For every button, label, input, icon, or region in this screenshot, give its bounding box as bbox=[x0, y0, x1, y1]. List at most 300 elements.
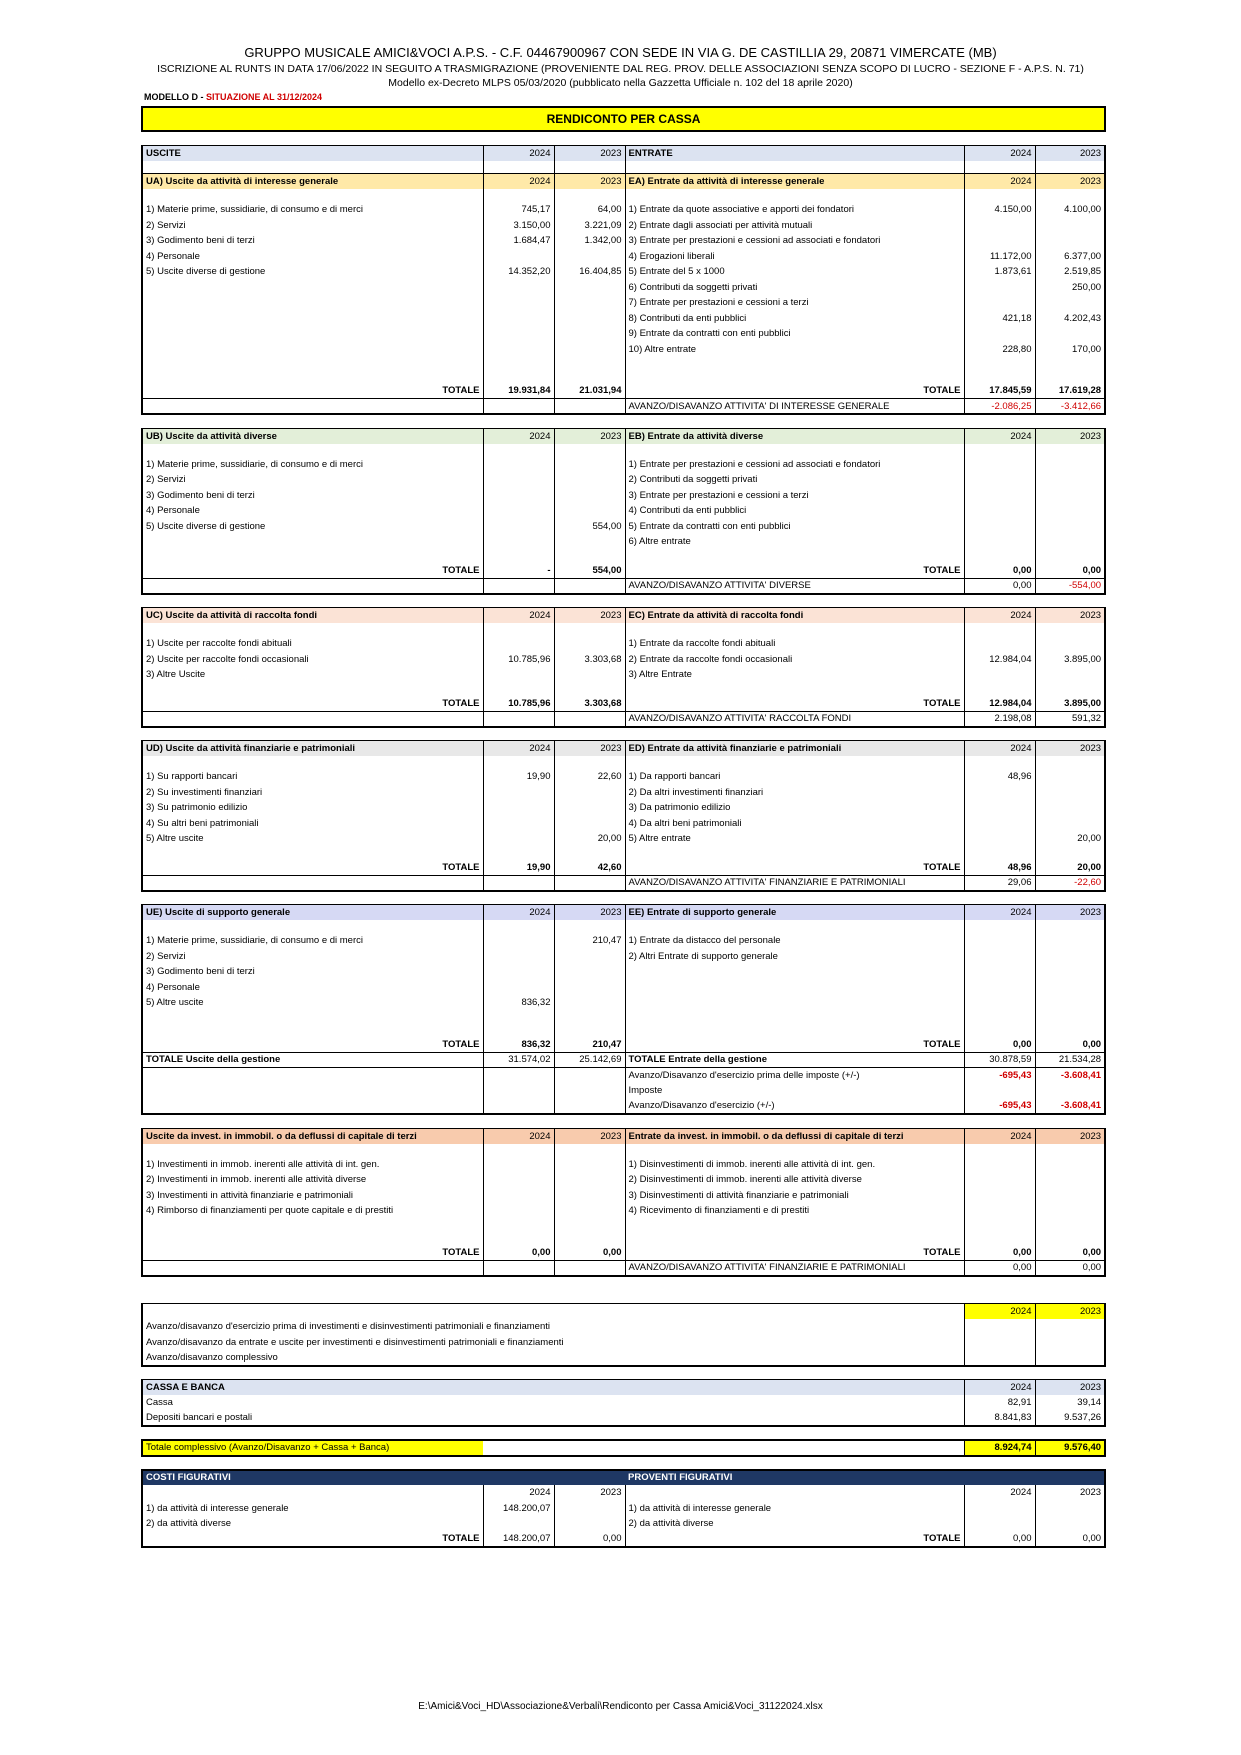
cell bbox=[554, 1083, 625, 1099]
spacer bbox=[483, 1290, 554, 1304]
cell bbox=[1035, 161, 1105, 174]
avanzo-label: AVANZO/DISAVANZO ATTIVITA' RACCOLTA FONDI bbox=[625, 711, 964, 727]
cell bbox=[964, 370, 1035, 383]
year-2024: 2024 bbox=[964, 174, 1035, 190]
entrata-label: 3) Disinvestimenti di attività finanziarie e patrimoniali bbox=[625, 1188, 964, 1204]
cell bbox=[142, 1099, 483, 1115]
summary-label: Avanzo/disavanzo da entrate e uscite per investimenti e disinvestimenti patrimoniali e finanziamenti bbox=[142, 1335, 964, 1351]
totale-uscite-label: TOTALE bbox=[142, 1037, 483, 1053]
uscita-label: 5) Uscite diverse di gestione bbox=[142, 264, 483, 280]
cell bbox=[625, 161, 964, 174]
cell bbox=[1035, 920, 1105, 933]
summary-row bbox=[142, 1350, 1105, 1366]
year-2024: 2024 bbox=[964, 428, 1035, 444]
uscita-2023: 1.342,00 bbox=[554, 233, 625, 249]
totale-uscite-2023: 210,47 bbox=[554, 1037, 625, 1053]
cell bbox=[483, 920, 554, 933]
spacer-row bbox=[142, 891, 1105, 905]
entrata-2024: 11.172,00 bbox=[964, 249, 1035, 265]
cell bbox=[1035, 623, 1105, 636]
uscita-2023 bbox=[554, 311, 625, 327]
cell bbox=[964, 1024, 1035, 1037]
cell bbox=[554, 1068, 625, 1084]
imposte-row bbox=[142, 1083, 1105, 1099]
totale-entrate-2023: 17.619,28 bbox=[1035, 383, 1105, 399]
year-2023: 2023 bbox=[1035, 1380, 1105, 1396]
uscita-2024 bbox=[483, 933, 554, 949]
entrata-label: 3) Entrate per prestazioni e cessioni a terzi bbox=[625, 488, 964, 504]
figurativi-totals-row bbox=[142, 1532, 1105, 1548]
summary-row bbox=[142, 1335, 1105, 1351]
cell bbox=[1035, 444, 1105, 457]
cell bbox=[554, 1099, 625, 1115]
line-item-row bbox=[142, 264, 1105, 280]
uscita-2024 bbox=[483, 472, 554, 488]
empty-row bbox=[142, 1144, 1105, 1157]
empty-row bbox=[142, 1219, 1105, 1232]
cell bbox=[483, 1024, 554, 1037]
spacer bbox=[1035, 1456, 1105, 1470]
avanzo-2023: -22,60 bbox=[1035, 875, 1105, 891]
cassa-2023: 39,14 bbox=[1035, 1395, 1105, 1411]
entrata-label: 7) Entrate per prestazioni e cessioni a terzi bbox=[625, 295, 964, 311]
cell bbox=[142, 920, 483, 933]
spacer bbox=[142, 1114, 483, 1128]
provento-2023 bbox=[1035, 1516, 1105, 1532]
year-2024: 2024 bbox=[483, 428, 554, 444]
entrata-2024 bbox=[964, 280, 1035, 296]
entrata-label: 5) Entrate del 5 x 1000 bbox=[625, 264, 964, 280]
entrata-2023: 20,00 bbox=[1035, 831, 1105, 847]
totale-uscite-label: TOTALE bbox=[142, 563, 483, 579]
year-2023: 2023 bbox=[554, 1128, 625, 1144]
cell bbox=[625, 623, 964, 636]
totale-uscite-gestione: TOTALE Uscite della gestione bbox=[142, 1052, 483, 1068]
cell bbox=[1035, 847, 1105, 860]
spacer bbox=[1035, 131, 1105, 145]
cell bbox=[625, 1485, 964, 1501]
uscita-2023 bbox=[554, 472, 625, 488]
line-item-row bbox=[142, 816, 1105, 832]
cell bbox=[554, 875, 625, 891]
totale-entrate-2023: 0,00 bbox=[1035, 1037, 1105, 1053]
entrata-label: 1) Da rapporti bancari bbox=[625, 769, 964, 785]
entrata-2024: 12.984,04 bbox=[964, 652, 1035, 668]
cell bbox=[625, 550, 964, 563]
provento-2023 bbox=[1035, 1501, 1105, 1517]
empty-row bbox=[142, 370, 1105, 383]
uscite-heading: USCITE bbox=[142, 145, 483, 161]
provento-figurativo-label: 1) da attività di interesse generale bbox=[625, 1501, 964, 1517]
entrata-label: 8) Contributi da enti pubblici bbox=[625, 311, 964, 327]
cell bbox=[483, 357, 554, 370]
cell bbox=[142, 550, 483, 563]
cell bbox=[483, 1068, 554, 1084]
cell bbox=[142, 161, 483, 174]
entrata-2024 bbox=[964, 218, 1035, 234]
line-item-row bbox=[142, 636, 1105, 652]
summary-row bbox=[142, 1319, 1105, 1335]
cell bbox=[142, 399, 483, 415]
report-title: RENDICONTO PER CASSA bbox=[142, 107, 1105, 131]
line-item-row bbox=[142, 342, 1105, 358]
section-title-uscite: UB) Uscite da attività diverse bbox=[142, 428, 483, 444]
cell bbox=[1035, 357, 1105, 370]
org-name: GRUPPO MUSICALE AMICI&VOCI A.P.S. - C.F. 04467900967 CON SEDE IN VIA G. DE CASTILLIA 29, 20871 VIMERCATE (MB) bbox=[244, 45, 997, 60]
uscita-label: 5) Altre uscite bbox=[142, 995, 483, 1011]
cell bbox=[142, 1011, 483, 1024]
entrata-2024: 228,80 bbox=[964, 342, 1035, 358]
entrate-gestione-2024: 30.878,59 bbox=[964, 1052, 1035, 1068]
uscita-label: 4) Personale bbox=[142, 503, 483, 519]
spacer-row bbox=[142, 727, 1105, 741]
entrata-label: 1) Entrate da raccolte fondi abituali bbox=[625, 636, 964, 652]
uscita-2023: 22,60 bbox=[554, 769, 625, 785]
empty-row bbox=[142, 1232, 1105, 1245]
year-2023: 2023 bbox=[1035, 608, 1105, 624]
uscita-2023 bbox=[554, 295, 625, 311]
spacer bbox=[625, 594, 964, 608]
uscita-label: 1) Materie prime, sussidiarie, di consumo e di merci bbox=[142, 202, 483, 218]
uscita-2024: 14.352,20 bbox=[483, 264, 554, 280]
uscita-2024 bbox=[483, 280, 554, 296]
empty-row bbox=[142, 161, 1105, 174]
costi-figurativi-title: COSTI FIGURATIVI bbox=[142, 1470, 625, 1486]
year-2024: 2024 bbox=[964, 741, 1035, 757]
uscita-label bbox=[142, 295, 483, 311]
uscita-2024 bbox=[483, 1188, 554, 1204]
year-2024: 2024 bbox=[483, 741, 554, 757]
entrata-label: 6) Contributi da soggetti privati bbox=[625, 280, 964, 296]
spacer bbox=[142, 594, 483, 608]
cell bbox=[142, 1024, 483, 1037]
spacer bbox=[1035, 1366, 1105, 1380]
cell bbox=[554, 444, 625, 457]
spacer bbox=[1035, 1290, 1105, 1304]
cell bbox=[554, 1219, 625, 1232]
cell bbox=[483, 578, 554, 594]
avanzo-row bbox=[142, 399, 1105, 415]
cell bbox=[142, 756, 483, 769]
entrata-label: 4) Ricevimento di finanziamenti e di prestiti bbox=[625, 1203, 964, 1219]
year-2023: 2023 bbox=[554, 428, 625, 444]
totale-entrate-label: TOTALE bbox=[625, 563, 964, 579]
totals-row bbox=[142, 1245, 1105, 1261]
entrata-2024: 4.150,00 bbox=[964, 202, 1035, 218]
spacer bbox=[142, 1290, 483, 1304]
year-2024: 2024 bbox=[483, 1128, 554, 1144]
costo-figurativo-label: 2) da attività diverse bbox=[142, 1516, 483, 1532]
avanzo-row bbox=[142, 578, 1105, 594]
blank bbox=[483, 1304, 554, 1320]
spacer bbox=[554, 1426, 625, 1440]
line-item-row bbox=[142, 280, 1105, 296]
spacer bbox=[142, 891, 483, 905]
entrata-2024: 1.873,61 bbox=[964, 264, 1035, 280]
uscita-2024 bbox=[483, 342, 554, 358]
spacer bbox=[142, 1276, 483, 1290]
empty-row bbox=[142, 847, 1105, 860]
uscita-label bbox=[142, 280, 483, 296]
entrata-label: 4) Contributi da enti pubblici bbox=[625, 503, 964, 519]
file-path-footer: E:\Amici&Voci_HD\Associazione&Verbali\Rendiconto per Cassa Amici&Voci_31122024.xlsx bbox=[418, 1701, 823, 1712]
totale-uscite-2024: 19,90 bbox=[483, 860, 554, 876]
summary-2024 bbox=[964, 1350, 1035, 1366]
spacer bbox=[142, 414, 483, 428]
entrata-2024 bbox=[964, 1203, 1035, 1219]
uscita-label: 1) Uscite per raccolte fondi abituali bbox=[142, 636, 483, 652]
line-item-row bbox=[142, 233, 1105, 249]
cell bbox=[142, 875, 483, 891]
cell bbox=[625, 920, 964, 933]
avanzo-2024: 0,00 bbox=[964, 578, 1035, 594]
provento-2024 bbox=[964, 1516, 1035, 1532]
cell bbox=[483, 711, 554, 727]
empty-row bbox=[142, 550, 1105, 563]
cell bbox=[483, 847, 554, 860]
entrata-2024 bbox=[964, 636, 1035, 652]
uscita-2023 bbox=[554, 800, 625, 816]
entrata-2024 bbox=[964, 503, 1035, 519]
totale-uscite-label: TOTALE bbox=[142, 383, 483, 399]
spacer bbox=[964, 727, 1035, 741]
line-item-row bbox=[142, 249, 1105, 265]
avanzo-row bbox=[142, 875, 1105, 891]
year-2023: 2023 bbox=[554, 145, 625, 161]
uscita-2023: 210,47 bbox=[554, 933, 625, 949]
cell bbox=[625, 357, 964, 370]
entrata-label bbox=[625, 964, 964, 980]
cell bbox=[625, 189, 964, 202]
spacer bbox=[554, 1290, 625, 1304]
uscita-2023: 20,00 bbox=[554, 831, 625, 847]
costo-2023 bbox=[554, 1516, 625, 1532]
cell bbox=[142, 623, 483, 636]
cell bbox=[625, 1144, 964, 1157]
cell bbox=[625, 1232, 964, 1245]
spacer bbox=[142, 1426, 483, 1440]
line-item-row bbox=[142, 1157, 1105, 1173]
cell bbox=[483, 399, 554, 415]
summary-2024 bbox=[964, 1335, 1035, 1351]
totals-row bbox=[142, 860, 1105, 876]
totale-entrate-label: TOTALE bbox=[625, 860, 964, 876]
uscita-label: 4) Personale bbox=[142, 249, 483, 265]
totale-complessivo-label: Totale complessivo (Avanzo/Disavanzo + Cassa + Banca) bbox=[142, 1440, 483, 1456]
totale-uscite-2023: 21.031,94 bbox=[554, 383, 625, 399]
cell bbox=[554, 756, 625, 769]
uscita-2024: 1.684,47 bbox=[483, 233, 554, 249]
uscite-entrate-header bbox=[142, 145, 1105, 161]
entrata-label: 2) Entrate da raccolte fondi occasionali bbox=[625, 652, 964, 668]
year-2023: 2023 bbox=[1035, 145, 1105, 161]
year-2024: 2024 bbox=[483, 1485, 554, 1501]
figurativi-header bbox=[142, 1470, 1105, 1486]
cell bbox=[964, 444, 1035, 457]
uscita-2023 bbox=[554, 488, 625, 504]
entrata-label: 1) Entrate da quote associative e apporti dei fondatori bbox=[625, 202, 964, 218]
cell bbox=[554, 847, 625, 860]
section-header bbox=[142, 608, 1105, 624]
entrata-2023: 2.519,85 bbox=[1035, 264, 1105, 280]
totale-entrate-2024: 0,00 bbox=[964, 563, 1035, 579]
uscita-2023 bbox=[554, 964, 625, 980]
document-header bbox=[0, 44, 1241, 90]
spacer bbox=[964, 414, 1035, 428]
cell bbox=[625, 683, 964, 696]
entrata-label: 3) Da patrimonio edilizio bbox=[625, 800, 964, 816]
totale-entrate-label: TOTALE bbox=[625, 696, 964, 712]
line-item-row bbox=[142, 933, 1105, 949]
cell bbox=[554, 920, 625, 933]
section-header bbox=[142, 905, 1105, 921]
uscita-label: 3) Godimento beni di terzi bbox=[142, 233, 483, 249]
spacer-row bbox=[142, 1276, 1105, 1290]
spacer bbox=[964, 891, 1035, 905]
totale-uscite-2024: 10.785,96 bbox=[483, 696, 554, 712]
uscita-label: 2) Su investimenti finanziari bbox=[142, 785, 483, 801]
entrata-2023 bbox=[1035, 233, 1105, 249]
entrata-2023 bbox=[1035, 472, 1105, 488]
entrata-2023 bbox=[1035, 816, 1105, 832]
spacer bbox=[554, 1456, 625, 1470]
report-title-row bbox=[142, 107, 1105, 131]
spacer bbox=[625, 727, 964, 741]
spacer bbox=[964, 131, 1035, 145]
totale-costi-2024: 148.200,07 bbox=[483, 1532, 554, 1548]
year-2024: 2024 bbox=[964, 1304, 1035, 1320]
uscita-2024 bbox=[483, 311, 554, 327]
year-2023: 2023 bbox=[554, 1485, 625, 1501]
year-2024: 2024 bbox=[964, 905, 1035, 921]
entrata-2023 bbox=[1035, 769, 1105, 785]
cell bbox=[1035, 1083, 1105, 1099]
avanzo-prima-imposte-2023: -3.608,41 bbox=[1035, 1068, 1105, 1084]
totale-uscite-label: TOTALE bbox=[142, 696, 483, 712]
cell bbox=[964, 623, 1035, 636]
line-item-row bbox=[142, 503, 1105, 519]
uscita-2024 bbox=[483, 519, 554, 535]
entrata-2024 bbox=[964, 233, 1035, 249]
spacer-row bbox=[142, 1114, 1105, 1128]
totale-proventi-2023: 0,00 bbox=[1035, 1532, 1105, 1548]
year-2024: 2024 bbox=[964, 1380, 1035, 1396]
year-2023: 2023 bbox=[554, 905, 625, 921]
spacer bbox=[1035, 727, 1105, 741]
entrata-2024: 48,96 bbox=[964, 769, 1035, 785]
uscita-label bbox=[142, 342, 483, 358]
entrata-2023 bbox=[1035, 326, 1105, 342]
spacer bbox=[625, 414, 964, 428]
line-item-row bbox=[142, 218, 1105, 234]
cell bbox=[964, 847, 1035, 860]
costo-2024: 148.200,07 bbox=[483, 1501, 554, 1517]
uscita-label bbox=[142, 534, 483, 550]
cell bbox=[554, 370, 625, 383]
entrata-2023: 3.895,00 bbox=[1035, 652, 1105, 668]
cell bbox=[625, 847, 964, 860]
cell bbox=[554, 1144, 625, 1157]
entrata-2023 bbox=[1035, 980, 1105, 996]
entrata-2023 bbox=[1035, 1188, 1105, 1204]
empty-row bbox=[142, 756, 1105, 769]
cell bbox=[142, 1083, 483, 1099]
avanzo-2023: 591,32 bbox=[1035, 711, 1105, 727]
totale-uscite-2023: 3.303,68 bbox=[554, 696, 625, 712]
avanzo-esercizio-2024: -695,43 bbox=[964, 1099, 1035, 1115]
cell bbox=[964, 550, 1035, 563]
entrata-2023 bbox=[1035, 1157, 1105, 1173]
year-2023: 2023 bbox=[1035, 1304, 1105, 1320]
entrata-2023 bbox=[1035, 933, 1105, 949]
uscita-label: 5) Altre uscite bbox=[142, 831, 483, 847]
entrata-2024 bbox=[964, 1188, 1035, 1204]
cell bbox=[483, 683, 554, 696]
avanzo-row bbox=[142, 711, 1105, 727]
uscita-2024 bbox=[483, 636, 554, 652]
rendiconto-sheet bbox=[141, 106, 1104, 1548]
spacer bbox=[483, 727, 554, 741]
imposte-label: Imposte bbox=[625, 1083, 964, 1099]
line-item-row bbox=[142, 1203, 1105, 1219]
cell bbox=[483, 1083, 554, 1099]
uscita-label: 3) Su patrimonio edilizio bbox=[142, 800, 483, 816]
cell bbox=[483, 161, 554, 174]
spacer bbox=[964, 1114, 1035, 1128]
totale-entrate-2024: 0,00 bbox=[964, 1245, 1035, 1261]
uscita-label: 4) Personale bbox=[142, 980, 483, 996]
cell bbox=[142, 578, 483, 594]
totale-uscite-2023: 0,00 bbox=[554, 1245, 625, 1261]
spacer-row bbox=[142, 414, 1105, 428]
uscita-label: 1) Materie prime, sussidiarie, di consumo e di merci bbox=[142, 457, 483, 473]
uscita-2024 bbox=[483, 800, 554, 816]
uscita-2024 bbox=[483, 1157, 554, 1173]
uscita-2023: 16.404,85 bbox=[554, 264, 625, 280]
entrata-2023: 4.100,00 bbox=[1035, 202, 1105, 218]
totale-entrate-2024: 17.845,59 bbox=[964, 383, 1035, 399]
section-title-uscite: UE) Uscite di supporto generale bbox=[142, 905, 483, 921]
year-2024: 2024 bbox=[483, 145, 554, 161]
uscita-2024 bbox=[483, 667, 554, 683]
cell bbox=[483, 1011, 554, 1024]
totale-complessivo-row bbox=[142, 1440, 1105, 1456]
uscita-label: 2) Servizi bbox=[142, 472, 483, 488]
entrata-2023 bbox=[1035, 488, 1105, 504]
avanzo-prima-imposte-label: Avanzo/Disavanzo d'esercizio prima delle imposte (+/-) bbox=[625, 1068, 964, 1084]
spacer bbox=[1035, 594, 1105, 608]
year-2024: 2024 bbox=[964, 608, 1035, 624]
year-2023: 2023 bbox=[1035, 1128, 1105, 1144]
totale-entrate-2024: 12.984,04 bbox=[964, 696, 1035, 712]
empty-row bbox=[142, 920, 1105, 933]
spacer bbox=[483, 594, 554, 608]
avanzo-2023: -3.412,66 bbox=[1035, 399, 1105, 415]
spacer-row bbox=[142, 1366, 1105, 1380]
section-title-uscite: Uscite da invest. in immobil. o da deflussi di capitale di terzi bbox=[142, 1128, 483, 1144]
summary-2023 bbox=[1035, 1319, 1105, 1335]
entrata-2023 bbox=[1035, 949, 1105, 965]
uscita-2023: 64,00 bbox=[554, 202, 625, 218]
section-title-entrate: EA) Entrate da attività di interesse generale bbox=[625, 174, 964, 190]
totals-row bbox=[142, 563, 1105, 579]
cell bbox=[554, 1260, 625, 1276]
cell bbox=[625, 1011, 964, 1024]
cell bbox=[483, 189, 554, 202]
uscita-2024 bbox=[483, 249, 554, 265]
cell bbox=[554, 189, 625, 202]
spacer bbox=[1035, 891, 1105, 905]
